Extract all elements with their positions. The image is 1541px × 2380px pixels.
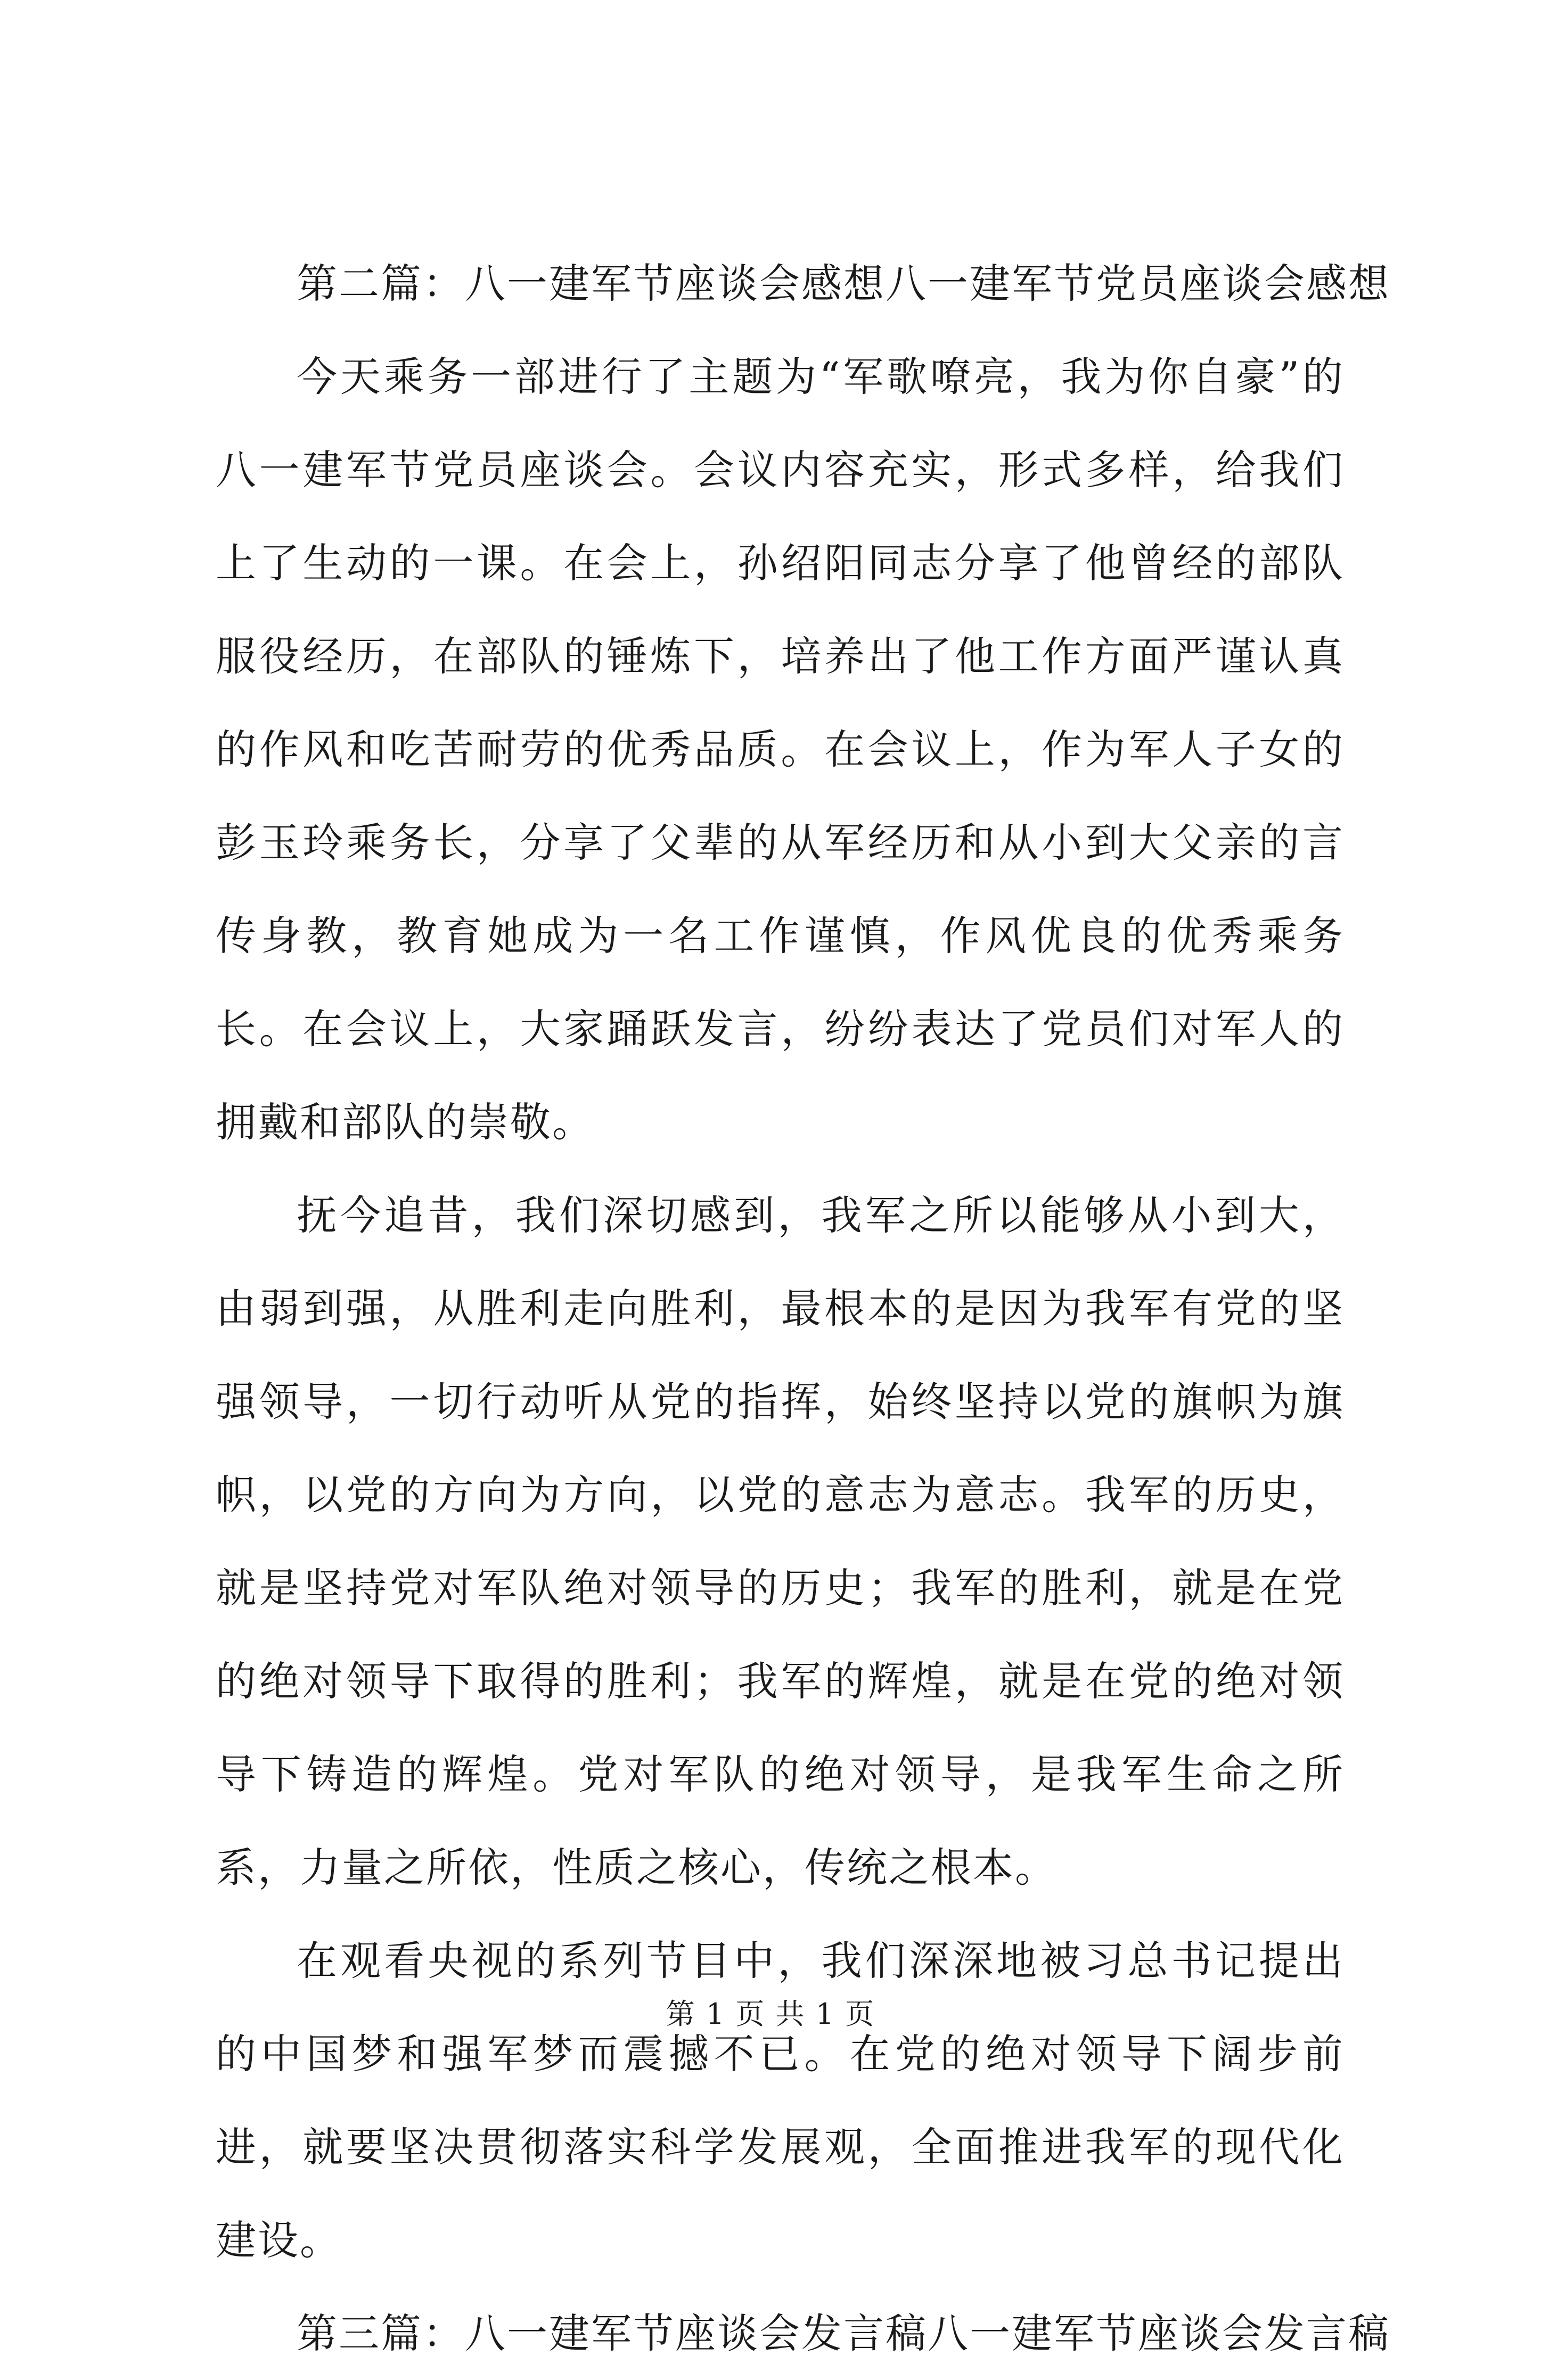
document-body xyxy=(216,237,1390,2380)
paragraph-3: 在观看央视的系列节目中，我们深深地被习总书记提出的中国梦和强军梦而震撼不已。在党的绝对领导下阔步前进，就要坚决贯彻落实科学发展观，全面推进我军的现代化建设。 xyxy=(216,1937,1345,2264)
paragraph-1: 今天乘务一部进行了主题为“军歌嘹亮，我为你自豪”的八一建军节党员座谈会。会议内容充实，形式多样，给我们上了生动的一课。在会上，孙绍阳同志分享了他曾经的部队服役经历，在部队的锤炼下，培养出了他工作方面严谨认真的作风和吃苦耐劳的优秀品质。在会议上，作为军人子女的彭玉玲乘务长，分享了父辈的从军经历和从小到大父亲的言传身教，教育她成为一名工作谨慎，作风优良的优秀乘务长。在会议上，大家踊跃发言，纷纷表达了党员们对军人的拥戴和部队的崇敬。 xyxy=(216,353,1345,1146)
section-heading-2: 第二篇：八一建军节座谈会感想八一建军节党员座谈会感想 xyxy=(297,260,1390,307)
paragraph-2: 抚今追昔，我们深切感到，我军之所以能够从小到大，由弱到强，从胜利走向胜利，最根本的是因为我军有党的坚强领导，一切行动听从党的指挥，始终坚持以党的旗帜为旗帜，以党的方向为方向，以党的意志为意志。我军的历史，就是坚持党对军队绝对领导的历史；我军的胜利，就是在党的绝对领导下取得的胜利；我军的辉煌，就是在党的绝对领导下铸造的辉煌。党对军队的绝对领导，是我军生命之所系，力量之所依，性质之核心，传统之根本。 xyxy=(216,1192,1345,1891)
section-heading-3: 第三篇：八一建军节座谈会发言稿八一建军节座谈会发言稿 xyxy=(297,2310,1390,2357)
page-number-footer: 第 1 页 共 1 页 xyxy=(666,1997,875,2031)
